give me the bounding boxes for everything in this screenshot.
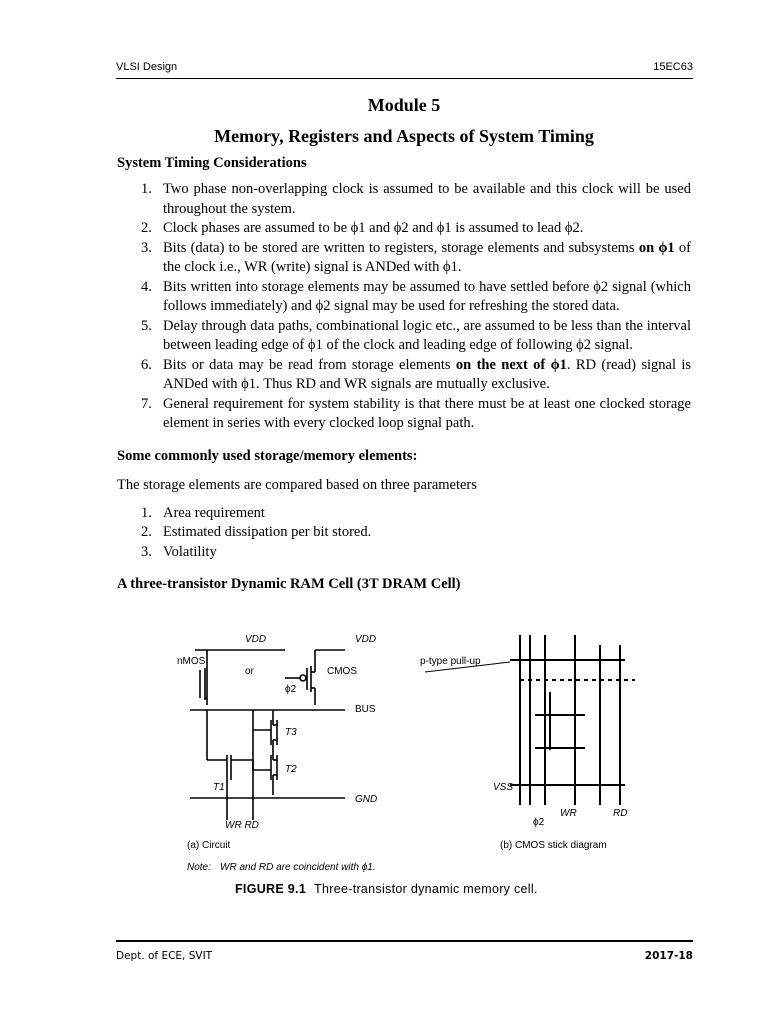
label-phi2: ϕ2 [285,684,297,695]
caption-a: (a) Circuit [187,840,231,851]
figure-caption [235,882,538,896]
footer-dept: Dept. of ECE, SVIT [116,950,213,962]
section-heading-dram: A three-transistor Dynamic RAM Cell (3T DRAM Cell) [117,576,461,592]
label-cmos: CMOS [327,666,357,677]
list-item: 3. Volatility [141,543,217,560]
figure-title: Three-transistor dynamic memory cell. [314,882,538,896]
label-vdd: VDD [245,634,267,645]
label-bus: BUS [355,704,376,715]
page-footer [116,940,693,962]
label-phi2-stick: ϕ2 [533,817,545,828]
list-item: 3. Bits (data) to be stored are written to registers, storage elements and subsystems on ϕ1 of the clock i.e., WR (write) signal is ANDed with ϕ1. [141,239,691,275]
label-rd: RD [613,808,628,819]
note-text: WR and RD are coincident with ϕ1. [220,862,376,873]
page-header [116,60,693,79]
list-item: 2. Estimated dissipation per bit stored. [141,524,372,540]
parameters-list [117,504,691,563]
list-item: 1. Area requirement [141,504,265,521]
figure-3t-dram [175,620,695,905]
caption-b: (b) CMOS stick diagram [500,840,607,851]
list-item: 1. Two phase non-overlapping clock is assumed to be available and this clock will be used throughout the system. [141,181,691,217]
figure-number: FIGURE 9.1 [235,882,307,896]
label-vss: VSS [493,782,514,793]
dram-circuit-diagram [175,620,695,905]
label-or: or [245,666,254,677]
document-body [117,95,691,593]
header-code: 15EC63 [653,61,693,73]
list-item: 5. Delay through data paths, combinational logic etc., are assumed to be less than the interval between leading edge of ϕ1 of the clock and leading edge of following ϕ2 signal. [141,317,691,353]
stick-diagram [510,635,635,805]
circuit-schematic [190,650,345,820]
list-item: 6. Bits or data may be read from storage elements on the next of ϕ1. RD (read) signal is ANDed with ϕ1. Thus RD and WR signals are mutually exclusive. [141,356,691,392]
list-item: 2. Clock phases are assumed to be ϕ1 and ϕ2 and ϕ1 is assumed to lead ϕ2. [141,220,584,236]
label-t3: T3 [285,727,297,738]
label-wr-rd: WR RD [225,820,259,831]
timing-list [117,180,691,434]
list-item: 7. General requirement for system stability is that there must be at least one clocked storage element in series with every clocked loop signal path. [141,395,691,431]
label-pullup: p-type pull-up [420,656,481,667]
storage-intro: The storage elements are compared based on three parameters [117,476,477,493]
label-t2: T2 [285,764,297,775]
list-item: 4. Bits written into storage elements may be assumed to have settled before ϕ2 signal (which follows immediately) and ϕ2 signal may be used for refreshing the stored data. [141,278,691,314]
label-wr: WR [560,808,577,819]
label-vdd-right: VDD [355,634,377,645]
note-label: Note: [187,862,211,873]
label-nmos: nMOS [177,656,206,667]
page-title: Memory, Registers and Aspects of System Timing [214,126,594,146]
section-heading-storage: Some commonly used storage/memory elements: [117,447,418,464]
header-course: VLSI Design [116,61,178,73]
module-heading: Module 5 [367,95,441,115]
label-gnd: GND [355,794,378,805]
label-t1: T1 [213,782,225,793]
footer-year: 2017-18 [644,950,693,962]
section-heading-timing: System Timing Considerations [117,155,307,171]
